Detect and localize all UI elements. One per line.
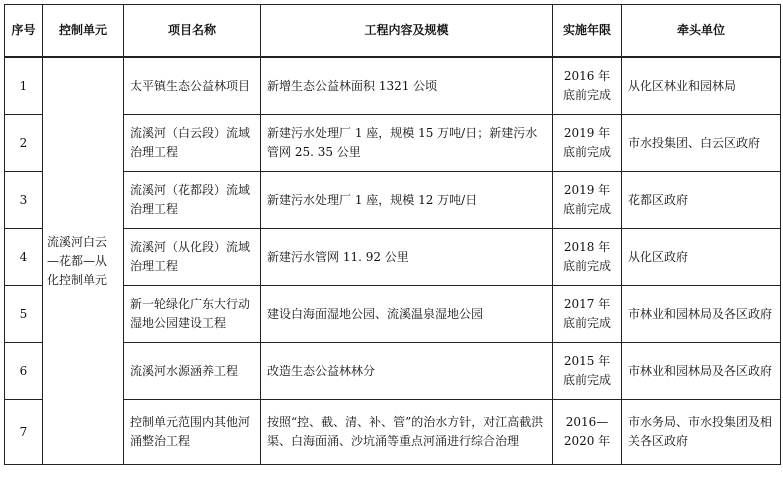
row-no: 4 — [5, 229, 43, 286]
row-no: 1 — [5, 57, 43, 115]
lead-unit: 市水投集团、白云区政府 — [622, 115, 781, 172]
table-row — [5, 57, 781, 115]
project-period: 2015 年底前完成 — [553, 343, 622, 400]
control-unit-cell: 流溪河白云—花都—从化控制单元 — [43, 57, 124, 465]
project-period: 2016 年底前完成 — [553, 57, 622, 115]
lead-unit: 市林业和园林局及各区政府 — [622, 343, 781, 400]
project-name: 控制单元范围内其他河涌整治工程 — [124, 400, 261, 465]
project-name: 流溪河（白云段）流域治理工程 — [124, 115, 261, 172]
row-no: 7 — [5, 400, 43, 465]
header-control-unit: 控制单元 — [43, 5, 124, 58]
project-name: 流溪河水源涵养工程 — [124, 343, 261, 400]
row-no: 5 — [5, 286, 43, 343]
project-name: 新一轮绿化广东大行动湿地公园建设工程 — [124, 286, 261, 343]
project-content: 建设白海面湿地公园、流溪温泉湿地公园 — [261, 286, 553, 343]
lead-unit: 从化区政府 — [622, 229, 781, 286]
lead-unit: 市林业和园林局及各区政府 — [622, 286, 781, 343]
row-no: 3 — [5, 172, 43, 229]
project-table — [4, 4, 781, 465]
project-content: 新建污水处理厂 1 座，规模 15 万吨/日；新建污水管网 25. 35 公里 — [261, 115, 553, 172]
lead-unit: 市水务局、市水投集团及相关各区政府 — [622, 400, 781, 465]
header-row — [5, 5, 781, 58]
header-project-name: 项目名称 — [124, 5, 261, 58]
project-period: 2019 年底前完成 — [553, 115, 622, 172]
project-content: 新建污水处理厂 1 座，规模 12 万吨/日 — [261, 172, 553, 229]
project-period: 2019 年底前完成 — [553, 172, 622, 229]
project-name: 太平镇生态公益林项目 — [124, 57, 261, 115]
project-period: 2018 年底前完成 — [553, 229, 622, 286]
header-no: 序号 — [5, 5, 43, 58]
row-no: 6 — [5, 343, 43, 400]
project-name: 流溪河（花都段）流域治理工程 — [124, 172, 261, 229]
header-lead-unit: 牵头单位 — [622, 5, 781, 58]
lead-unit: 花都区政府 — [622, 172, 781, 229]
header-period: 实施年限 — [553, 5, 622, 58]
project-period: 2016—2020 年 — [553, 400, 622, 465]
project-period: 2017 年底前完成 — [553, 286, 622, 343]
lead-unit: 从化区林业和园林局 — [622, 57, 781, 115]
project-content: 新建污水管网 11. 92 公里 — [261, 229, 553, 286]
project-content: 按照“控、截、清、补、管”的治水方针，对江高截洪渠、白海面涌、沙坑涌等重点河涌进行综合治理 — [261, 400, 553, 465]
project-name: 流溪河（从化段）流域治理工程 — [124, 229, 261, 286]
project-content: 新增生态公益林面积 1321 公顷 — [261, 57, 553, 115]
project-content: 改造生态公益林林分 — [261, 343, 553, 400]
row-no: 2 — [5, 115, 43, 172]
header-content: 工程内容及规模 — [261, 5, 553, 58]
